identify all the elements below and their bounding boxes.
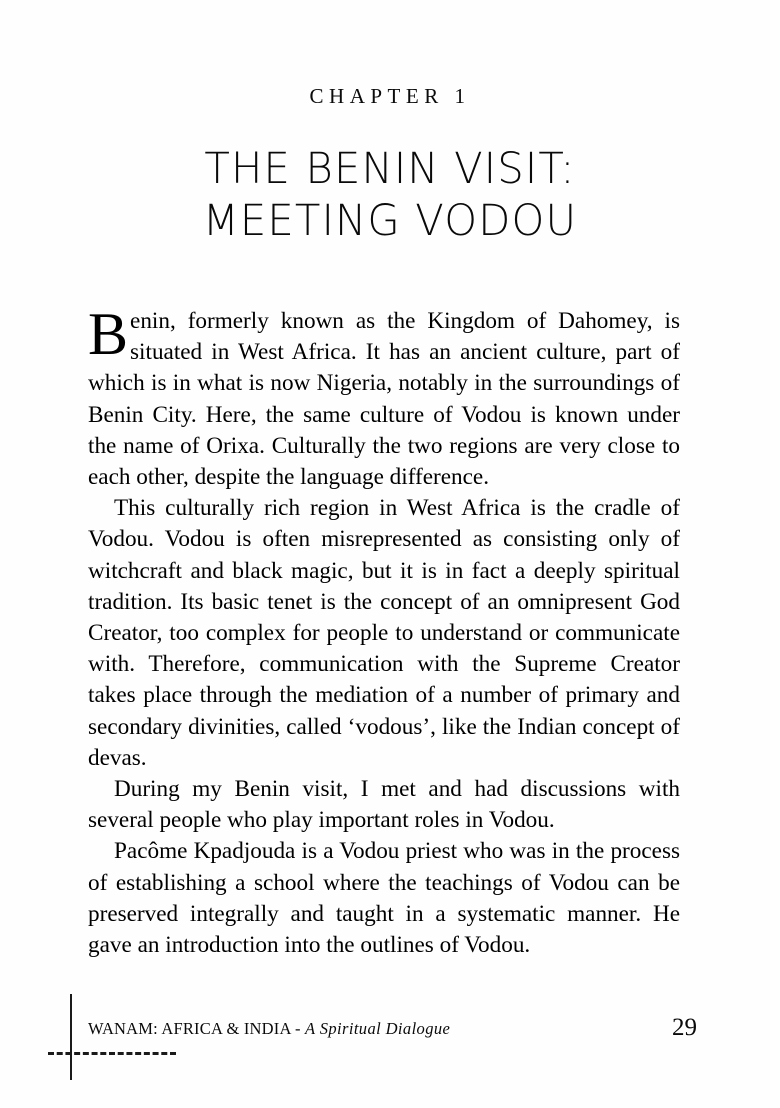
- chapter-label: CHAPTER 1: [309, 84, 471, 108]
- paragraph-4: Pacôme Kpadjouda is a Vodou priest who was in the process of establishing a school where the teachings of Vodou can be preserved integrally and taught in a systematic manner. He gave an introduction into the outlines of Vodou.: [88, 838, 680, 959]
- paragraph-2: This culturally rich region in West Africa is the cradle of Vodou. Vodou is often misrepresented as consisting only of witchcraft and black magic, but it is in fact a deeply spiritual tradition. Its basic tenet is the concept of an omnipresent God Creator, too complex for people to understand or communicate with. Therefore, communication with the Supreme Creator takes place through the mediation of a number of primary and secondary divinities, called ‘vodous’, like the Indian concept of devas.: [88, 495, 680, 771]
- crop-mark-horizontal: [48, 1052, 176, 1055]
- page-title-line-2: MEETING VODOU: [202, 196, 578, 246]
- running-head-subtitle: A Spiritual Dialogue: [305, 1019, 451, 1038]
- paragraph-1: Benin, formerly known as the Kingdom of Dahomey, is situated in West Africa. It has an ancient culture, part of which is in what is now Nigeria, notably in the surroundings of Benin City. Here, the same culture of Vodou is known under the name of Orixa. Culturally the two regions are very close to each other, despite the language difference.: [88, 301, 680, 491]
- page-number: 29: [672, 1014, 697, 1041]
- running-head-title: WANAM: AFRICA & INDIA -: [88, 1019, 306, 1038]
- body-text: [88, 301, 680, 961]
- page-title-line-1: THE BENIN VISIT:: [204, 144, 576, 194]
- page-title: [12, 143, 769, 247]
- paragraph-3: During my Benin visit, I met and had discussions with several people who play important roles in Vodou.: [88, 776, 680, 834]
